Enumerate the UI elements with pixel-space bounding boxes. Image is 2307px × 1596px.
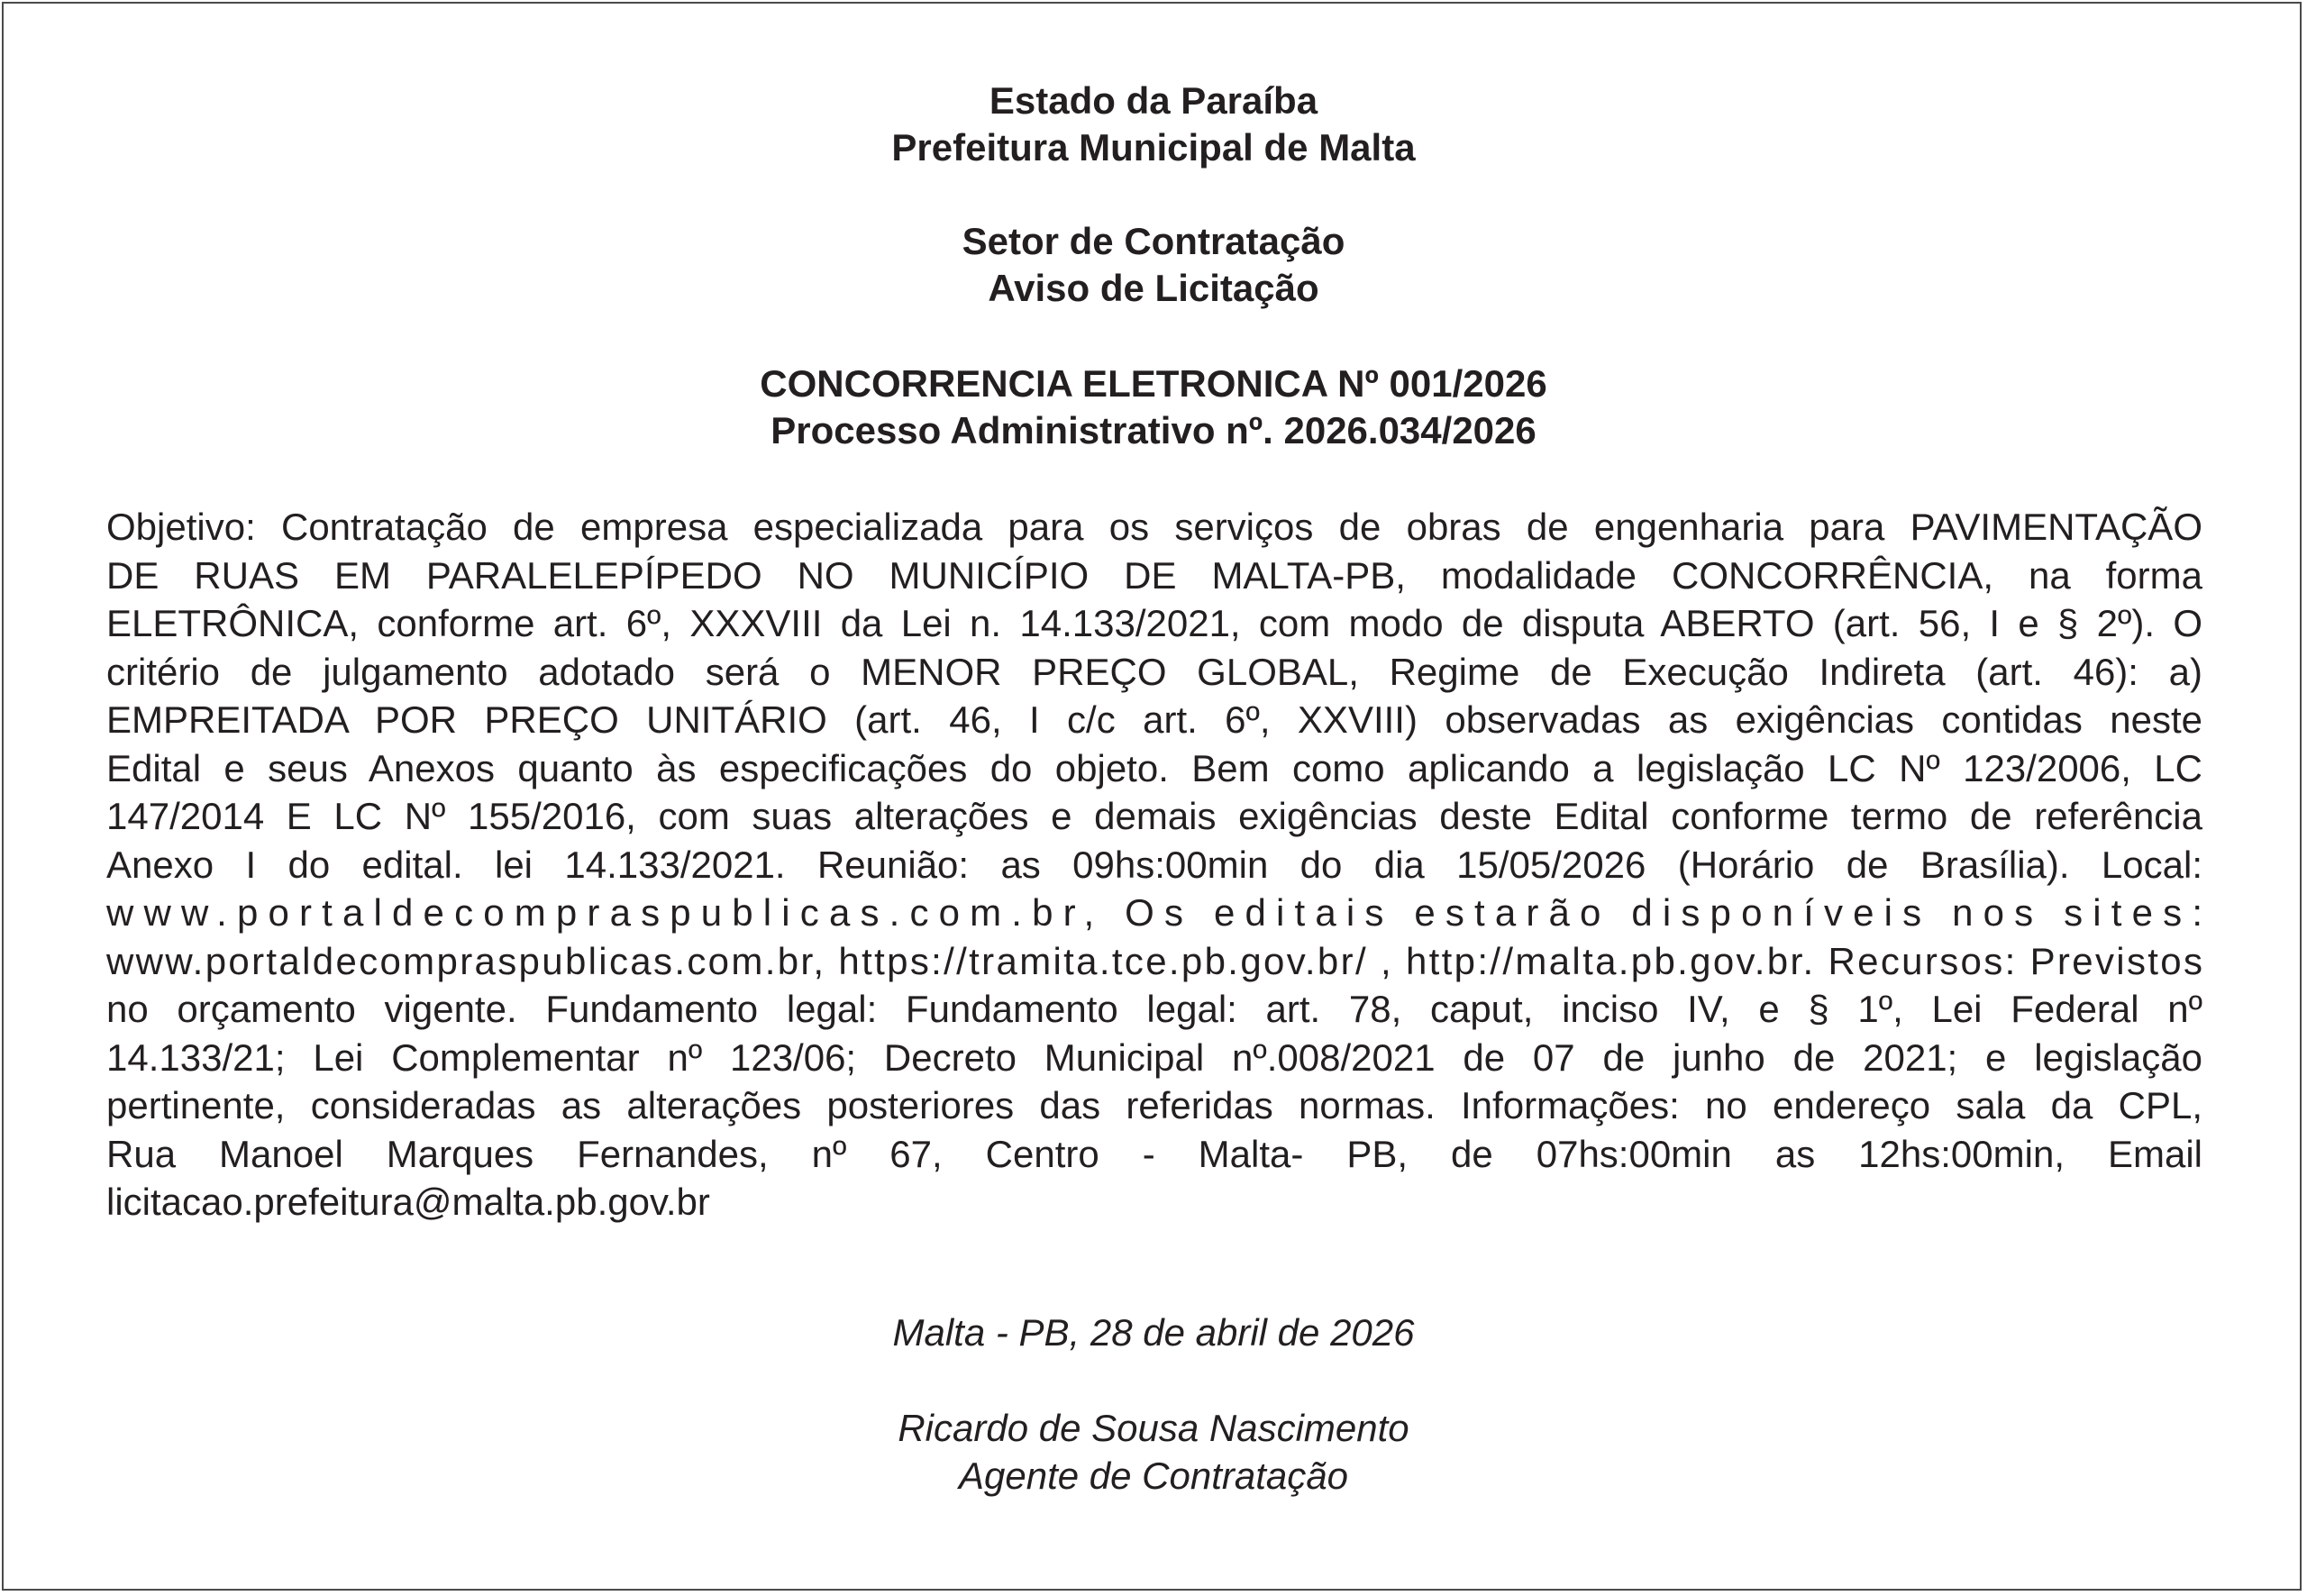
body-line: DE RUAS EM PARALELEPÍPEDO NO MUNICÍPIO DE MALTA-PB, modalidade CONCORRÊNCIA, na forma: [106, 553, 2202, 597]
signatory-role: Agente de Contratação: [959, 1455, 1348, 1497]
body-line: Objetivo: Contratação de empresa especializada para os serviços de obras de engenharia para PAVIMENTAÇÃO: [106, 506, 2202, 548]
header-procedure: [0, 360, 2307, 454]
body-line: critério de julgamento adotado será o MENOR PREÇO GLOBAL, Regime de Execução Indireta (art. 46): a): [106, 650, 2202, 693]
body-line: 147/2014 E LC Nº 155/2016, com suas alterações e demais exigências deste Edital conforme termo de referência: [106, 795, 2202, 837]
body-line: licitacao.prefeitura@malta.pb.gov.br: [106, 1181, 710, 1223]
process-number: Processo Administrativo nº. 2026.034/2026: [771, 409, 1536, 451]
body-line: 14.133/21; Lei Complementar nº 123/06; Decreto Municipal nº.008/2021 de 07 de junho de 2021; e legislação: [106, 1035, 2202, 1079]
sector-name: Setor de Contratação: [962, 220, 1345, 262]
body-line: www.portaldecompraspublicas.com.br, https://tramita.tce.pb.gov.br/ , http://malta.pb.gov.br. Recursos: Previstos: [106, 939, 2205, 982]
notice-body: [106, 503, 2213, 1227]
body-line: pertinente, consideradas as alterações posteriores das referidas normas. Informações: no endereço sala da CPL,: [106, 1084, 2202, 1126]
procedure-number: CONCORRENCIA ELETRONICA Nº 001/2026: [760, 362, 1547, 405]
header-sector: [0, 218, 2307, 312]
body-line: Rua Manoel Marques Fernandes, nº 67, Centro - Malta- PB, de 07hs:00min as 12hs:00min, Email: [106, 1132, 2202, 1175]
body-line: no orçamento vigente. Fundamento legal: Fundamento legal: art. 78, caput, inciso IV, e § 1º, Lei Federal nº: [106, 988, 2202, 1030]
body-line: Anexo I do edital. lei 14.133/2021. Reunião: as 09hs:00min do dia 15/05/2026 (Horário de Brasília). Local:: [106, 843, 2202, 886]
body-line: EMPREITADA POR PREÇO UNITÁRIO (art. 46, I c/c art. 6º, XXVIII) observadas as exigências contidas neste: [106, 698, 2202, 741]
municipality-name: Prefeitura Municipal de Malta: [891, 126, 1416, 169]
signatory-name: Ricardo de Sousa Nascimento: [898, 1407, 1409, 1449]
place-date: Malta - PB, 28 de abril de 2026: [892, 1311, 1415, 1354]
body-line: www.portaldecompraspublicas.com.br, Os editais estarão disponíveis nos sites:: [106, 891, 2213, 934]
signature-block: [0, 1404, 2307, 1500]
body-line: ELETRÔNICA, conforme art. 6º, XXXVIII da Lei n. 14.133/2021, com modo de disputa ABERTO (art. 56, I e § 2º). O: [106, 602, 2202, 644]
header-issuer: [0, 78, 2307, 171]
notice-title: Aviso de Licitação: [988, 267, 1319, 309]
state-name: Estado da Paraíba: [989, 79, 1318, 122]
body-line: Edital e seus Anexos quanto às especificações do objeto. Bem como aplicando a legislação LC Nº 123/2006, LC: [106, 746, 2202, 789]
